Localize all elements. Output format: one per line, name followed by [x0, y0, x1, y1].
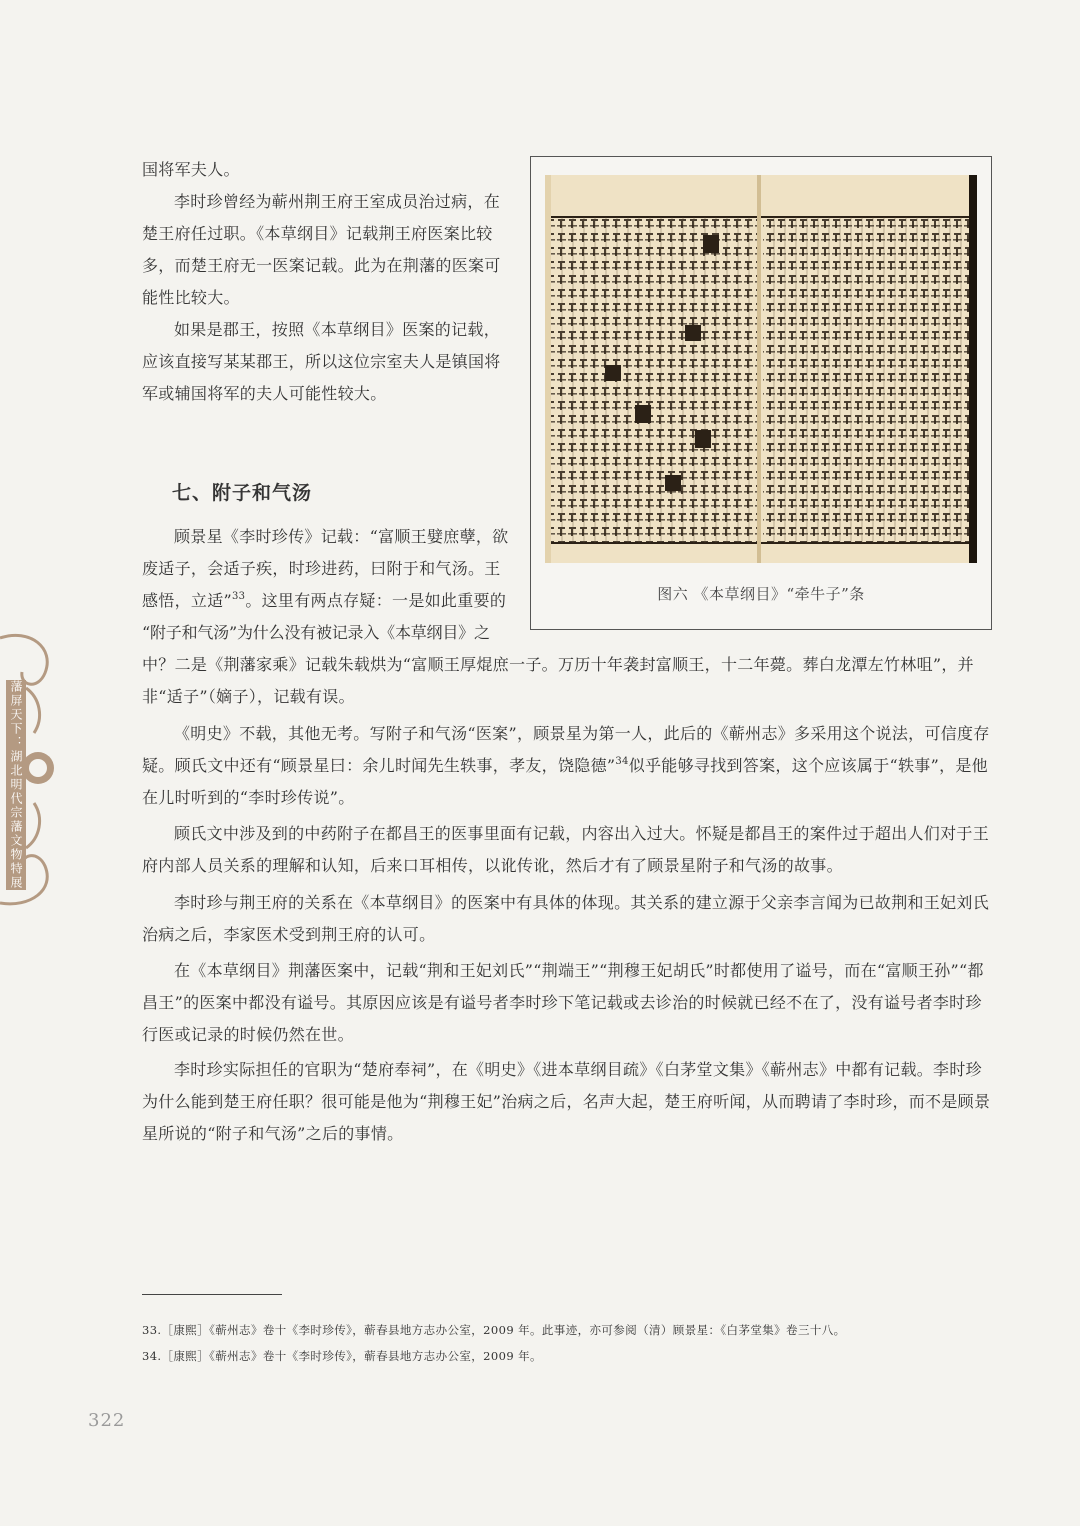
woodblock-page-illustration	[545, 175, 977, 563]
gu-line-1: 顾景星《李时珍传》记载：“富顺王嬖庶孽，欲	[174, 527, 509, 546]
gu-line-3a: 感悟，立适”	[142, 591, 232, 610]
paragraph-continuation: 国将军夫人。	[142, 160, 240, 179]
gu-line-4: “附子和气汤”为什么没有被记录入《本草纲目》之	[142, 623, 490, 642]
footnote-33: 33.［康熙］《蕲州志》卷十《李时珍传》，蕲春县地方志办公室，2009 年。此事迹，亦可参阅（清）顾景星：《白茅堂集》卷三十八。	[142, 1323, 846, 1337]
paragraph-mingshi	[142, 718, 992, 814]
section-heading: 七、附子和气汤	[172, 482, 313, 504]
footnote-ref-33[interactable]: 33	[231, 591, 246, 602]
gu-line-3b: 。这里有两点存疑：一是如此重要的	[245, 591, 507, 610]
footnote-divider	[142, 1294, 282, 1295]
figure-caption: 图六 《本草纲目》“牵牛子”条	[657, 585, 865, 603]
footnote-34: 34.［康熙］《蕲州志》卷十《李时珍传》，蕲春县地方志办公室，2009 年。	[142, 1349, 542, 1363]
paragraph-gu-jingxing	[142, 521, 522, 649]
paragraph-chufu: 李时珍实际担任的官职为“楚府奉祠”，在《明史》《进本草纲目疏》《白茅堂文集》《蕲州志》中都有记载。李时珍为什么能到楚王府任职？很可能是他为“荆穆王妃”治病之后，名声大起，楚王府听闻，从而聘请了李时珍，而不是顾景星所说的“附子和气汤”之后的事情。	[142, 1060, 991, 1143]
paragraph-relationship: 李时珍与荆王府的关系在《本草纲目》的医案中有具体的体现。其关系的建立源于父亲李言闻为已故荆和王妃刘氏治病之后，李家医术受到荆王府的认可。	[142, 893, 990, 944]
gu-line-2: 废适子，会适子疾，时珍进药，曰附于和气汤。王	[142, 559, 501, 578]
gu-line-3	[142, 585, 522, 617]
paragraph-gu-continuation: 中？二是《荆藩家乘》记载朱载烘为“富顺王厚焜庶一子。万历十年袭封富顺王，十二年薨。葬白龙潭左竹林咀”，并非“适子”（嫡子），记载有误。	[142, 655, 974, 706]
side-banner-text: 藩屏天下：湖北明代宗藩文物特展	[6, 680, 26, 890]
paragraph-shihao: 在《本草纲目》荆藩医案中，记载“荆和王妃刘氏”“荆端王”“荆穆王妃胡氏”时都使用了谥号，而在“富顺王孙”“都昌王”的医案中都没有谥号。其原因应该是有谥号者李时珍下笔记载或去诊治的时候就已经不在了，没有谥号者李时珍行医或记录的时候仍然在世。	[142, 961, 984, 1044]
paragraph-jingwang: 李时珍曾经为蕲州荆王府王室成员治过病，在楚王府任过职。《本草纲目》记载荆王府医案比较多，而楚王府无一医案记载。此为在荆藩的医案可能性比较大。	[142, 192, 501, 307]
footnote-ref-34[interactable]: 34	[615, 756, 629, 767]
page-number: 322	[88, 1410, 126, 1431]
mingshi-text-a: 《明史》不载，其他无考。写附子和气汤“医案”，顾景星为第一人，此后的《蕲州志》多采用这个说法，可信度存疑。顾氏文中还有“顾景星曰：余儿时闻先生轶事，孝友，饶隐德”	[142, 724, 990, 775]
paragraph-junwang: 如果是郡王，按照《本草纲目》医案的记载，应该直接写某某郡王，所以这位宗室夫人是镇国将军或辅国将军的夫人可能性较大。	[142, 320, 501, 403]
woodblock-book-image	[545, 175, 977, 563]
figure-frame	[530, 156, 992, 630]
paragraph-fuzi: 顾氏文中涉及到的中药附子在都昌王的医事里面有记载，内容出入过大。怀疑是都昌王的案件过于超出人们对于王府内部人员关系的理解和认知，后来口耳相传，以讹传讹，然后才有了顾景星附子和气汤的故事。	[142, 824, 990, 875]
mingshi-text-b: 似乎能够寻找到答案，这个应该属于“轶事”，是他在儿时听到的“李时珍传说”。	[142, 756, 988, 807]
